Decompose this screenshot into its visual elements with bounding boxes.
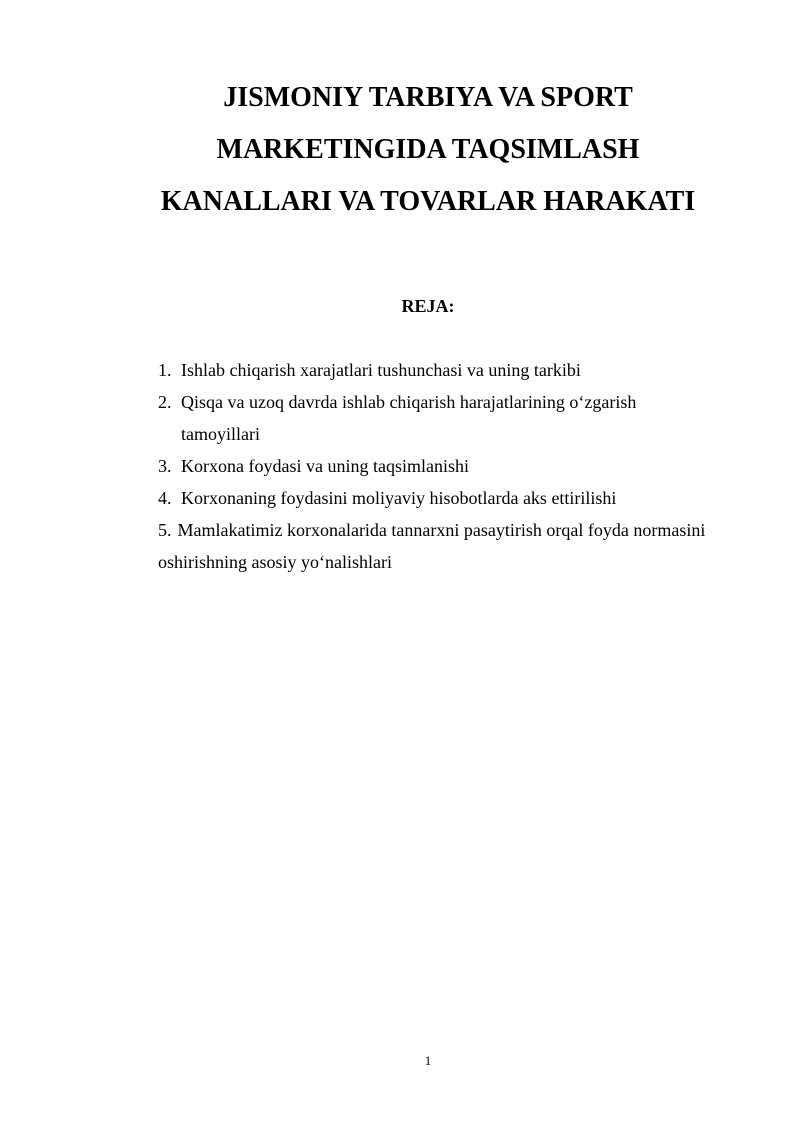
- document-title: [100, 72, 756, 228]
- plan-item-number: 4.: [158, 488, 172, 508]
- plan-item-4: [158, 482, 718, 514]
- plan-item-5: [158, 514, 718, 578]
- page-number: 1: [424, 1053, 432, 1068]
- plan-item-1: [158, 354, 718, 386]
- plan-item-2: [158, 386, 718, 450]
- title-line-1: JISMONIY TARBIYA VA SPORT: [223, 82, 633, 113]
- plan-heading: REJA:: [401, 296, 455, 316]
- title-line-3: KANALLARI VA TOVARLAR HARAKATI: [160, 186, 696, 217]
- plan-list: [158, 354, 718, 578]
- plan-item-number: 2.: [158, 392, 172, 412]
- plan-item-number: 5.: [158, 520, 172, 540]
- plan-item-text: Qisqa va uzoq davrda ishlab chiqarish harajatlarining o‘zgarish tamoyillari: [181, 392, 637, 444]
- plan-item-3: [158, 450, 718, 482]
- plan-item-text: Korxona foydasi va uning taqsimlanishi: [181, 456, 469, 476]
- plan-item-text: Korxonaning foydasini moliyaviy hisobotlarda aks ettirilishi: [181, 488, 617, 508]
- plan-item-text: Mamlakatimiz korxonalarida tannarxni pasaytirish orqal foyda normasini oshirishning asosiy yo‘nalishlari: [158, 520, 706, 572]
- plan-item-text: Ishlab chiqarish xarajatlari tushunchasi va uning tarkibi: [181, 360, 581, 380]
- title-line-2: MARKETINGIDA TAQSIMLASH: [216, 134, 640, 165]
- plan-item-number: 1.: [158, 360, 172, 380]
- plan-item-number: 3.: [158, 456, 172, 476]
